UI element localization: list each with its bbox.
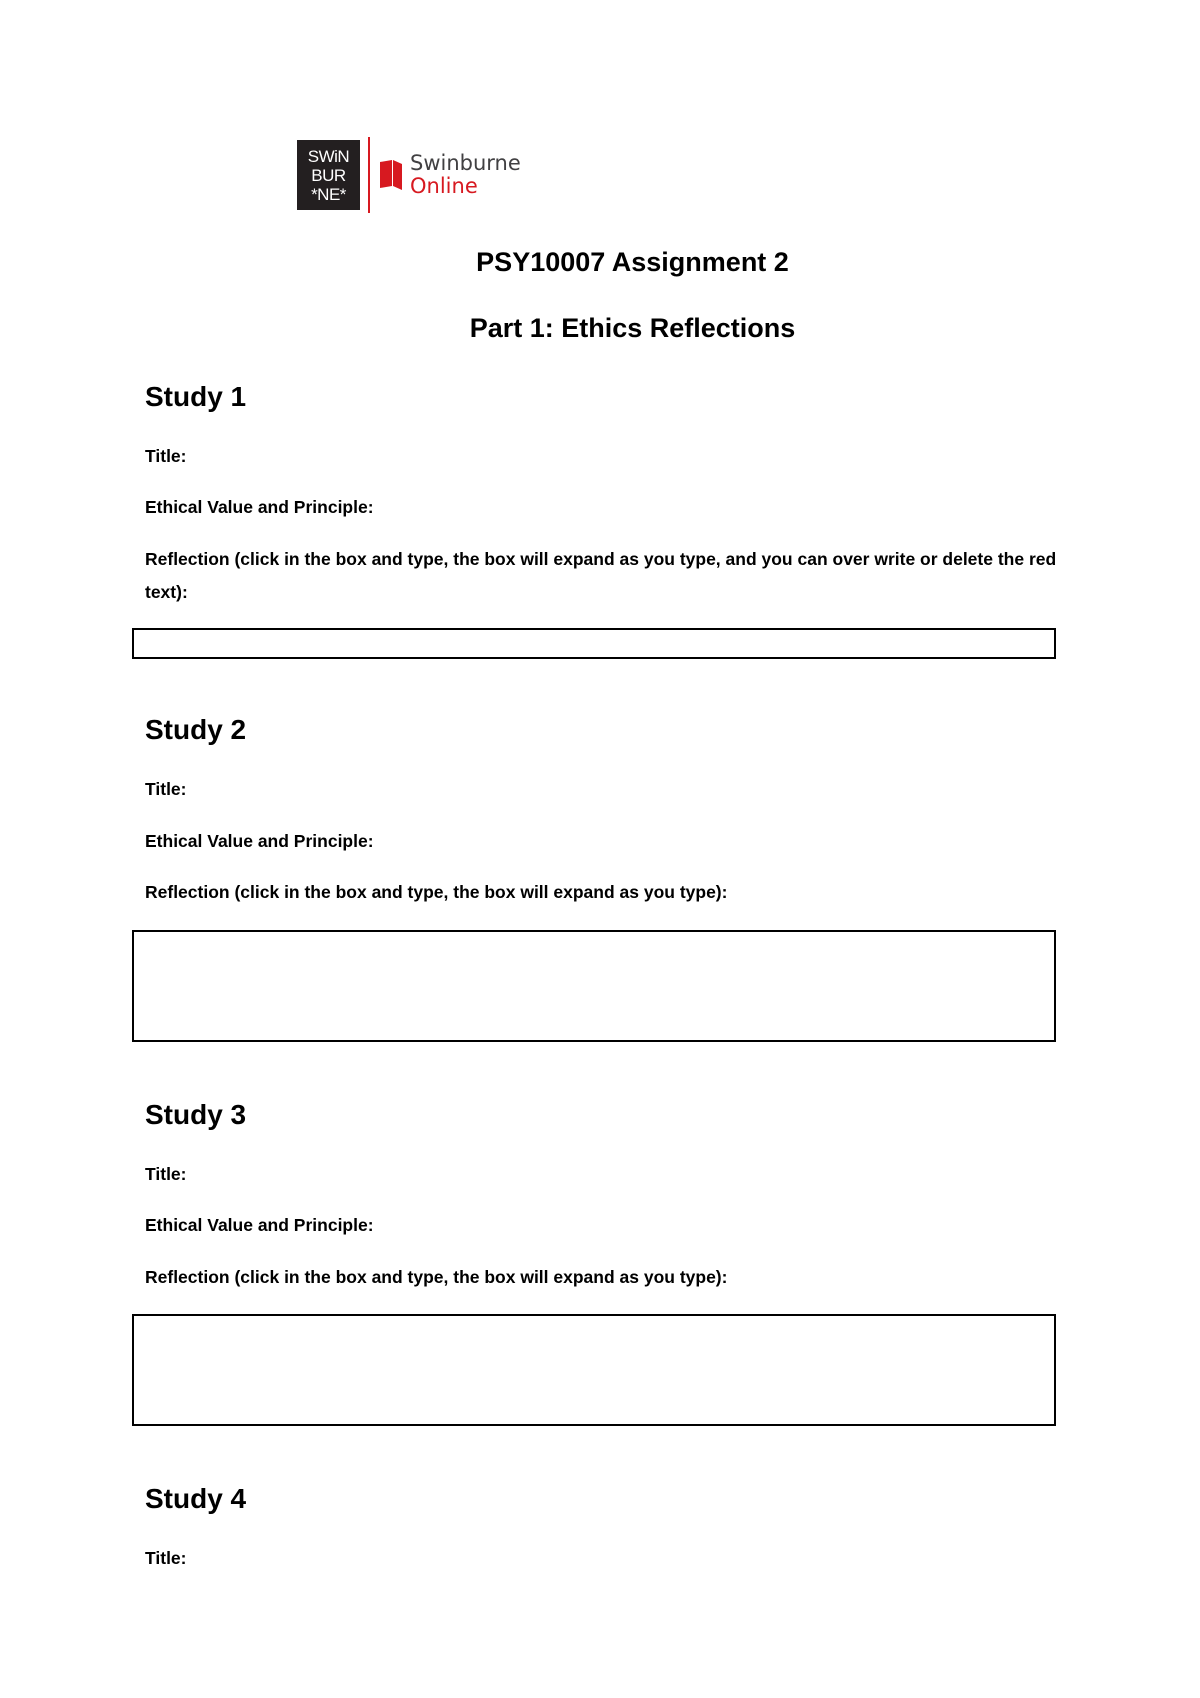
study-3-reflection-box[interactable]: [132, 1314, 1056, 1426]
document-title: PSY10007 Assignment 2: [476, 247, 789, 277]
study-4-heading: Study 4: [145, 1483, 247, 1514]
logo-wordmark-online: Online: [410, 174, 478, 198]
study-1-title-label: Title:: [145, 446, 187, 466]
book-icon: [378, 159, 404, 191]
study-2-reflection-box[interactable]: [132, 930, 1056, 1042]
study-4-title-label: Title:: [145, 1548, 187, 1568]
study-1-ethical-label: Ethical Value and Principle:: [145, 497, 374, 517]
logo-block-line-1: SWiN: [307, 146, 350, 166]
study-3-heading: Study 3: [145, 1099, 247, 1130]
study-1-reflection-label: Reflection (click in the box and type, the box will expand as you type, and you can over write or delete the red text):: [145, 549, 1057, 602]
logo-wordmark-swinburne: Swinburne: [410, 151, 521, 175]
study-3-ethical-label: Ethical Value and Principle:: [145, 1215, 374, 1235]
logo-block-line-3: *NE*: [311, 184, 346, 204]
swinburne-block-logo: [297, 140, 360, 210]
logo-divider: [368, 137, 370, 213]
study-3-title-label: Title:: [145, 1164, 187, 1184]
swinburne-logo: [297, 137, 521, 213]
study-2-ethical-label: Ethical Value and Principle:: [145, 831, 374, 851]
study-2-reflection-label: Reflection (click in the box and type, the box will expand as you type):: [145, 882, 728, 902]
logo-wordmark: [410, 152, 521, 198]
study-1-reflection-box[interactable]: [132, 628, 1056, 659]
study-1-heading: Study 1: [145, 381, 247, 412]
study-3-reflection-label: Reflection (click in the box and type, the box will expand as you type):: [145, 1267, 728, 1287]
study-2-heading: Study 2: [145, 714, 247, 745]
study-2-title-label: Title:: [145, 779, 187, 799]
document-subtitle: Part 1: Ethics Reflections: [469, 313, 796, 343]
logo-block-line-2: BUR: [311, 165, 346, 185]
